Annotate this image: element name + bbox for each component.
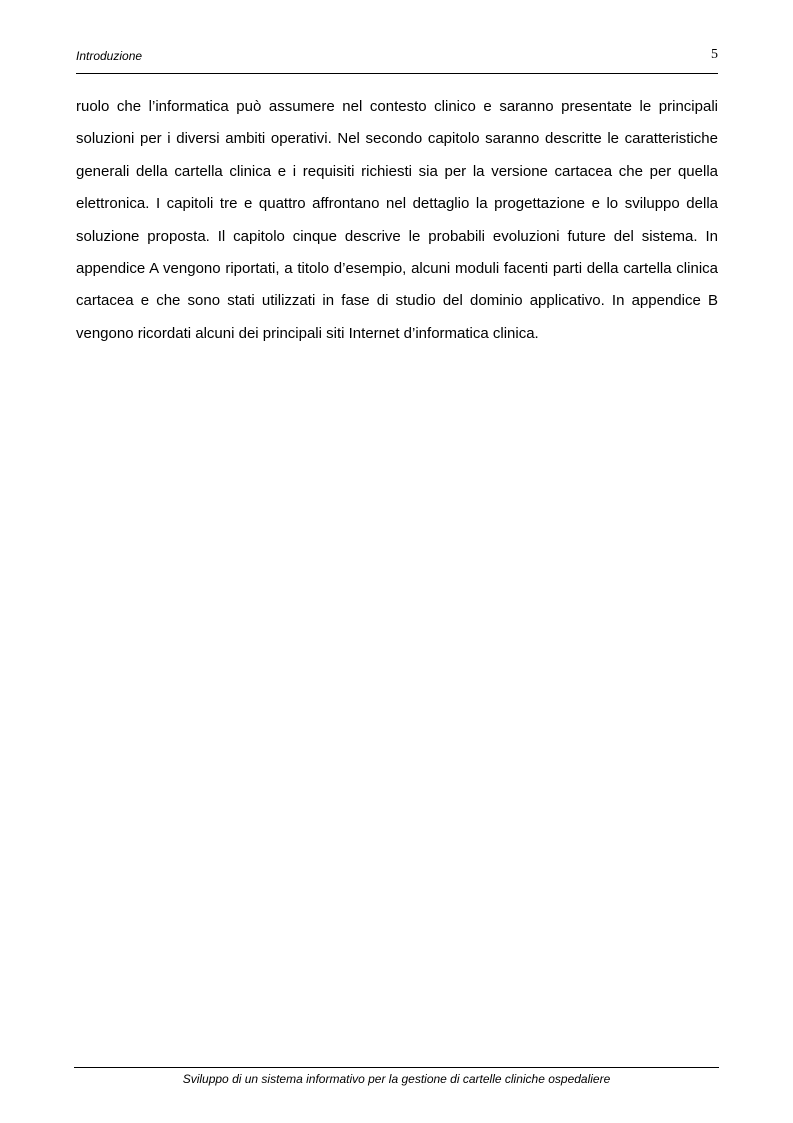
page-number: 5 bbox=[711, 47, 718, 62]
page-footer bbox=[74, 1067, 719, 1088]
footer-title: Sviluppo di un sistema informativo per la gestione di cartelle cliniche ospedaliere bbox=[182, 1072, 611, 1086]
chapter-title: Introduzione bbox=[76, 49, 143, 63]
body-paragraph: ruolo che l’informatica può assumere nel contesto clinico e saranno presentate le principali soluzioni per i diversi ambiti operativi. Nel secondo capitolo saranno descritte le caratteristiche generali della cartella clinica e i requisiti richiesti sia per la versione cartacea che per quella elettronica. I capitoli tre e quattro affrontano nel dettaglio la progettazione e lo sviluppo della soluzione proposta. Il capitolo cinque descrive le probabili evoluzioni future del sistema. In appendice A vengono riportati, a titolo d’esempio, alcuni moduli facenti parti della cartella clinica cartacea e che sono stati utilizzati in fase di studio del dominio applicativo. In appendice B vengono ricordati alcuni dei principali siti Internet d’informatica clinica. bbox=[76, 98, 718, 342]
page-header bbox=[76, 47, 718, 74]
